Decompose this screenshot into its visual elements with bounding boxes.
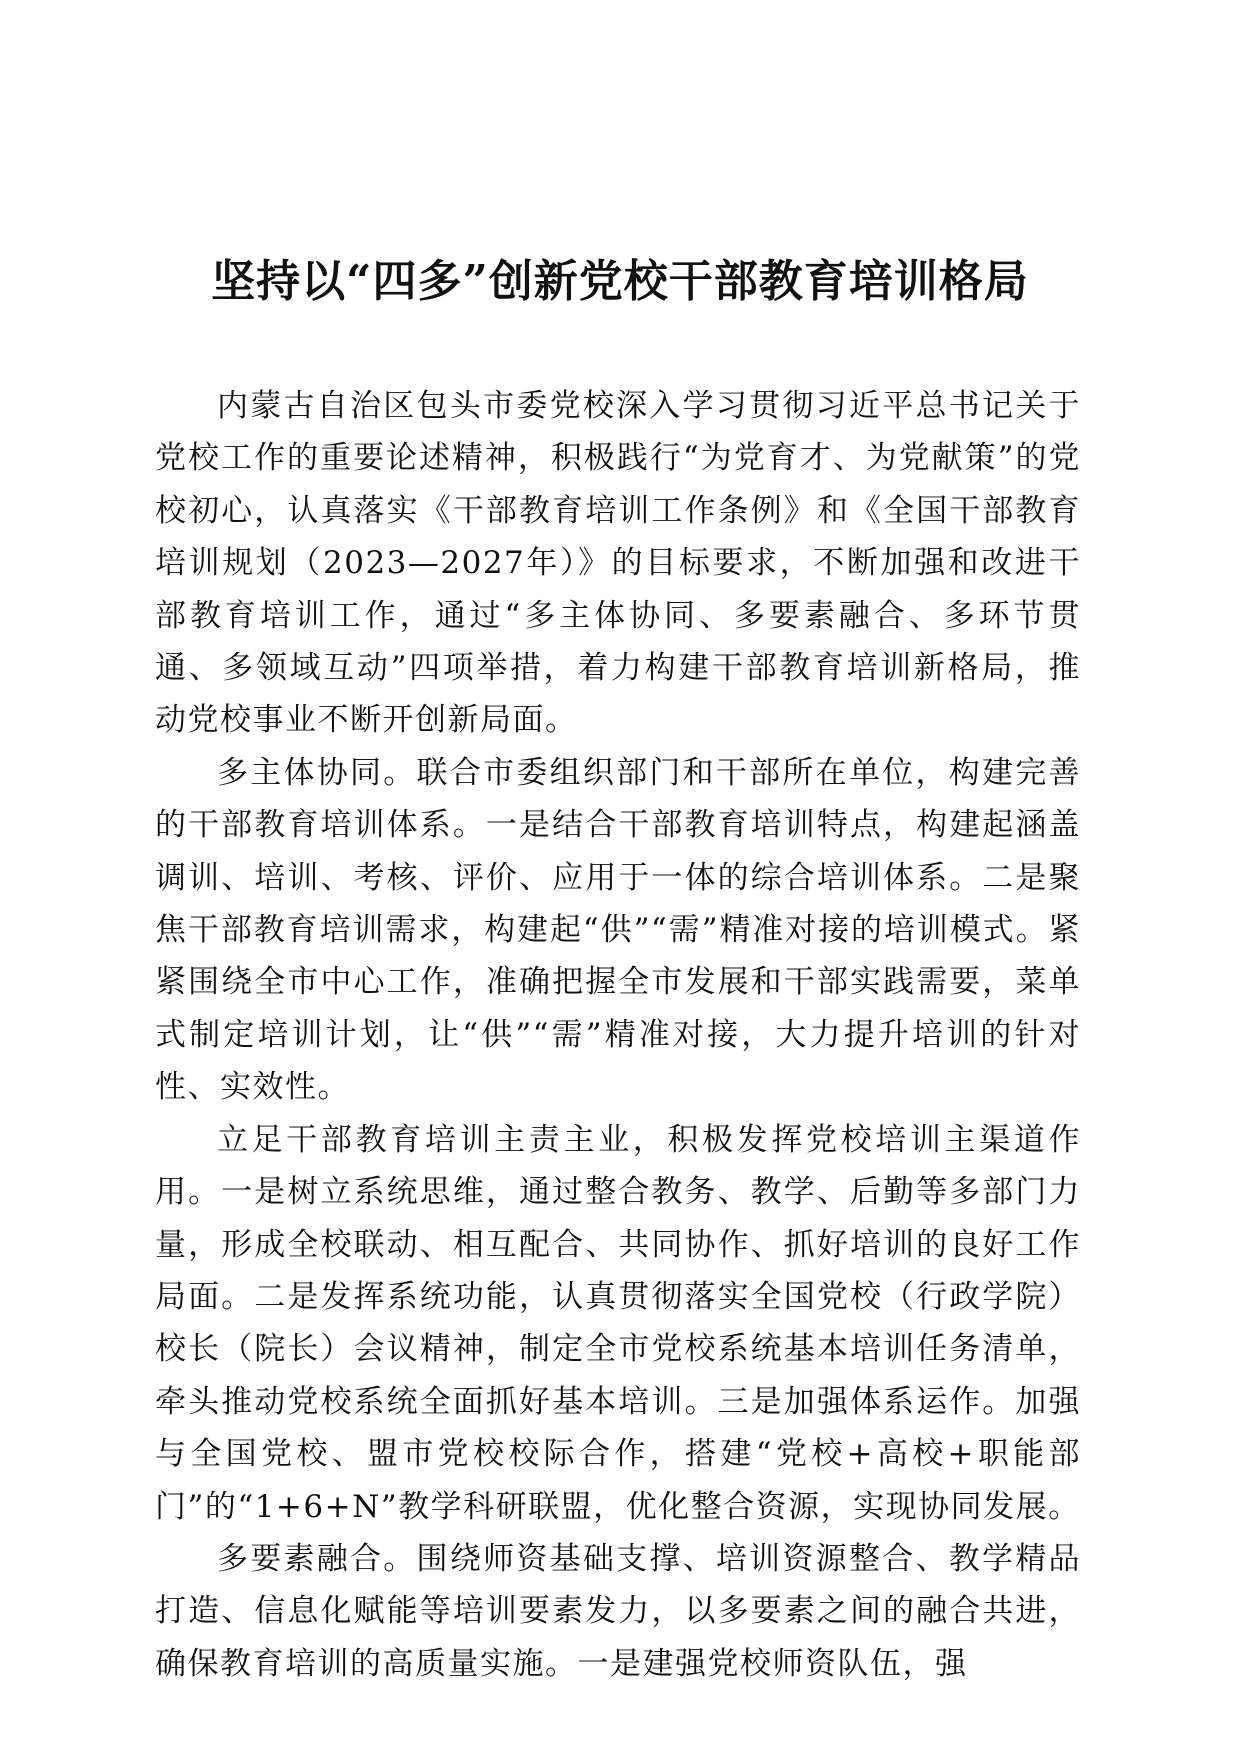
paragraph-intro: 内蒙古自治区包头市委党校深入学习贯彻习近平总书记关于党校工作的重要论述精神，积极践行“为党育才、为党献策”的党校初心，认真落实《干部教育培训工作条例》和《全国干部教育培训规划（2023—2027年）》的目标要求，不断加强和改进干部教育培训工作，通过“多主体协同、多要素融合、多环节贯通、多领域互动”四项举措，着力构建干部教育培训新格局，推动党校事业不断开创新局面。 — [155, 388, 1081, 739]
paragraph-party-school-role: 立足干部教育培训主责主业，积极发挥党校培训主渠道作用。一是树立系统思维，通过整合教务、教学、后勤等多部门力量，形成全校联动、相互配合、共同协作、抓好培训的良好工作局面。二是发挥系统功能，认真贯彻落实全国党校（行政学院）校长（院长）会议精神，制定全市党校系统基本培训任务清单，牵头推动党校系统全面抓好基本培训。三是加强体系运作。加强与全国党校、盟市党校校际合作，搭建“党校+高校+职能部门”的“1+6+N”教学科研联盟，优化整合资源，实现协同发展。 — [155, 1121, 1081, 1525]
document-title: 坚持以“四多”创新党校干部教育培训格局 — [211, 256, 1029, 307]
paragraph-multi-element: 多要素融合。围绕师资基础支撑、培训资源整合、教学精品打造、信息化赋能等培训要素发力，以多要素之间的融合共进，确保教育培训的高质量实施。一是建强党校师资队伍，强 — [155, 1540, 1081, 1682]
document-body — [155, 380, 1081, 1690]
paragraph-multi-subject: 多主体协同。联合市委组织部门和干部所在单位，构建完善的干部教育培训体系。一是结合干部教育培训特点，构建起涵盖调训、培训、考核、评价、应用于一体的综合培训体系。二是聚焦干部教育培训需求，构建起“供”“需”精准对接的培训模式。紧紧围绕全市中心工作，准确把握全市发展和干部实践需要，菜单式制定培训计划，让“供”“需”精准对接，大力提升培训的针对性、实效性。 — [155, 754, 1081, 1106]
